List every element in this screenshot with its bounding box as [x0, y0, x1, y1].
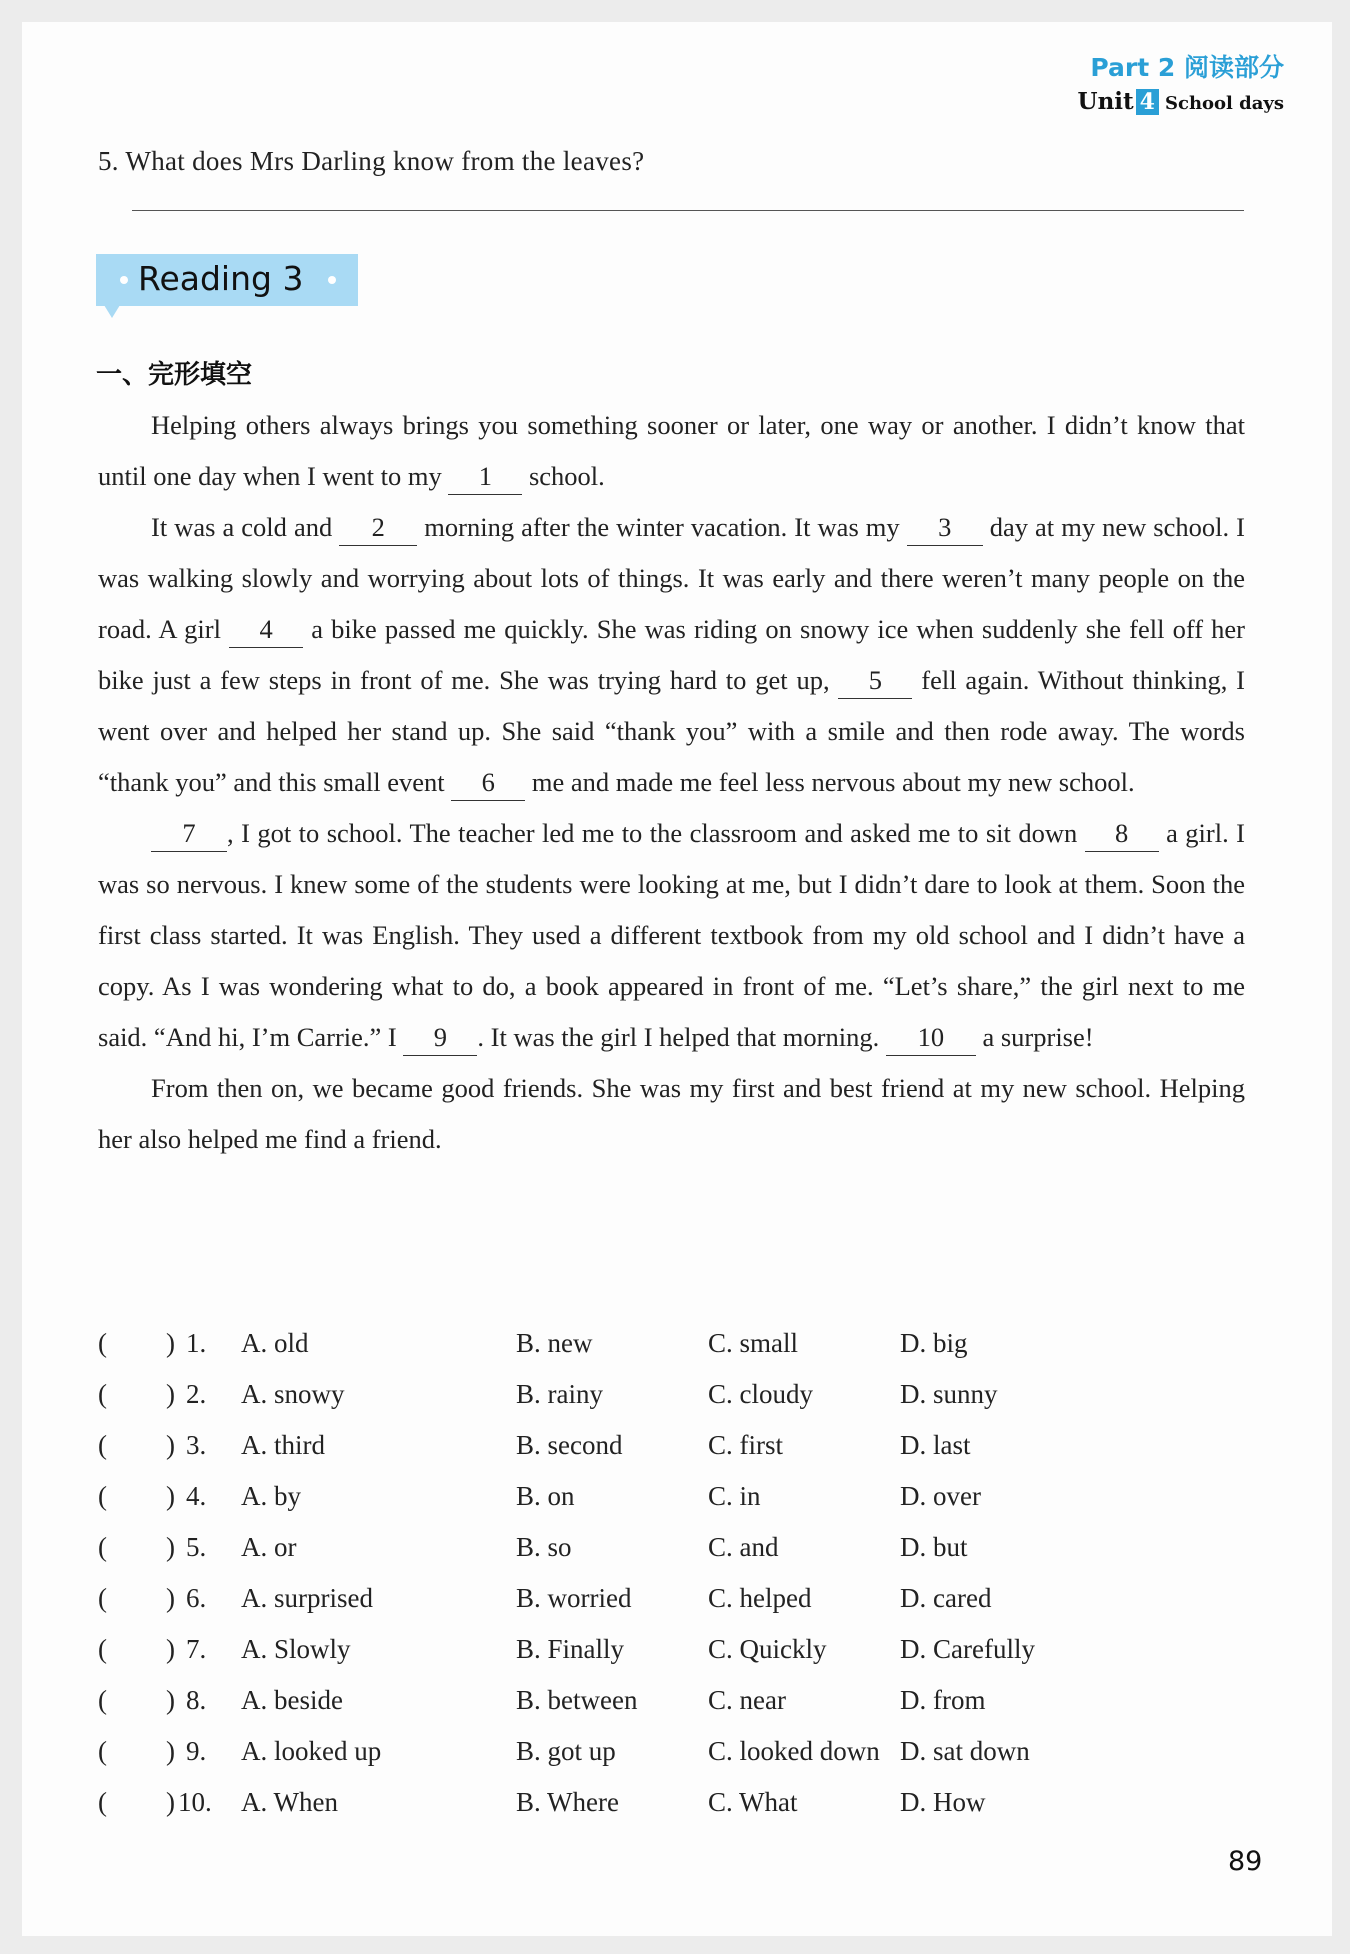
- answer-paren-open[interactable]: (: [98, 1532, 107, 1562]
- paragraph-3: [98, 808, 1245, 1063]
- text: a bike passed me quickly. She was riding on snowy ice when suddenly she fell off her bike just a few steps in front of me. She was trying hard to get up,: [98, 614, 1245, 695]
- option-row: [98, 1430, 1248, 1481]
- question-number: 9.: [186, 1736, 207, 1766]
- text: me and made me feel less nervous about my new school.: [525, 767, 1135, 797]
- option-a: A. snowy: [241, 1379, 345, 1409]
- unit-label: Unit: [1077, 88, 1134, 115]
- option-a: A. third: [241, 1430, 325, 1460]
- banner-dot-right-icon: [328, 276, 336, 284]
- answer-paren-open[interactable]: (: [98, 1787, 107, 1817]
- option-d: D. big: [900, 1328, 968, 1358]
- option-b: B. on: [516, 1481, 575, 1511]
- blank-1: 1: [448, 458, 522, 495]
- answer-paren-close: ): [166, 1532, 175, 1562]
- text: a girl. I was so nervous. I knew some of the students were looking at me, but I didn’t dare to look at them. Soon the first class started. It was English. They used a different textbook from my old school and I didn’t have a copy. As I was wondering what to do, a book appeared in front of me. “Let’s share,” the girl next to me said. “And hi, I’m Carrie.” I: [98, 818, 1246, 1052]
- blank-2: 2: [339, 509, 417, 546]
- part-header: [1090, 48, 1284, 84]
- option-a: A. looked up: [241, 1736, 382, 1766]
- passage: [98, 400, 1245, 1165]
- option-a: A. old: [241, 1328, 309, 1358]
- blank-7: 7: [151, 815, 227, 852]
- option-row: [98, 1685, 1248, 1736]
- answer-line[interactable]: [132, 210, 1244, 211]
- unit-header: [1078, 88, 1284, 115]
- answer-paren-close: ): [166, 1736, 175, 1766]
- option-d: D. from: [900, 1685, 986, 1715]
- option-row: [98, 1532, 1248, 1583]
- paragraph-2: [98, 502, 1245, 808]
- question-number: 2.: [186, 1379, 207, 1409]
- blank-9: 9: [403, 1019, 477, 1056]
- option-a: A. When: [241, 1787, 338, 1817]
- option-d: D. How: [900, 1787, 986, 1817]
- option-row: [98, 1328, 1248, 1379]
- banner-tail-icon: [104, 305, 120, 318]
- option-d: D. over: [900, 1481, 981, 1511]
- answer-paren-close: ): [166, 1787, 175, 1817]
- option-d: D. last: [900, 1430, 971, 1460]
- option-c: C. Quickly: [708, 1634, 827, 1664]
- question-number: 5.: [186, 1532, 207, 1562]
- reading-banner: [96, 254, 358, 306]
- answer-paren-close: ): [166, 1481, 175, 1511]
- options-list: [98, 1328, 1248, 1838]
- option-a: A. Slowly: [241, 1634, 351, 1664]
- blank-6: 6: [451, 764, 525, 801]
- option-c: C. cloudy: [708, 1379, 813, 1409]
- option-a: A. or: [241, 1532, 297, 1562]
- option-c: C. small: [708, 1328, 799, 1358]
- banner-title: Reading 3: [138, 259, 304, 298]
- answer-paren-open[interactable]: (: [98, 1430, 107, 1460]
- option-b: B. rainy: [516, 1379, 603, 1409]
- option-c: C. looked down: [708, 1736, 880, 1766]
- blank-8: 8: [1085, 815, 1159, 852]
- answer-paren-open[interactable]: (: [98, 1685, 107, 1715]
- text: It was a cold and: [151, 512, 340, 542]
- option-c: C. What: [708, 1787, 798, 1817]
- text: , I got to school. The teacher led me to the classroom and asked me to sit down: [227, 818, 1085, 848]
- question-number: 4.: [186, 1481, 207, 1511]
- option-c: C. helped: [708, 1583, 812, 1613]
- option-c: C. and: [708, 1532, 779, 1562]
- paragraph-1: [98, 400, 1245, 502]
- option-b: B. worried: [516, 1583, 632, 1613]
- option-d: D. sunny: [900, 1379, 998, 1409]
- unit-number-badge: 4: [1136, 89, 1159, 115]
- answer-paren-open[interactable]: (: [98, 1736, 107, 1766]
- text: day at my new school. I was walking slowly and worrying about lots of things. It was early and there weren’t many people on the road. A girl: [98, 512, 1245, 644]
- answer-paren-close: ): [166, 1685, 175, 1715]
- option-b: B. so: [516, 1532, 572, 1562]
- option-row: [98, 1634, 1248, 1685]
- option-b: B. Where: [516, 1787, 619, 1817]
- blank-10: 10: [886, 1019, 976, 1056]
- answer-paren-open[interactable]: (: [98, 1379, 107, 1409]
- option-b: B. Finally: [516, 1634, 625, 1664]
- question-number: 1.: [186, 1328, 207, 1358]
- option-d: D. but: [900, 1532, 968, 1562]
- text: a surprise!: [975, 1022, 1094, 1052]
- answer-paren-close: ): [166, 1379, 175, 1409]
- answer-paren-close: ): [166, 1328, 175, 1358]
- option-b: B. new: [516, 1328, 593, 1358]
- option-c: C. first: [708, 1430, 784, 1460]
- text: school.: [522, 461, 605, 491]
- answer-paren-close: ): [166, 1583, 175, 1613]
- answer-paren-close: ): [166, 1634, 175, 1664]
- blank-4: 4: [229, 611, 303, 648]
- option-row: [98, 1481, 1248, 1532]
- paragraph-4: From then on, we became good friends. She was my first and best friend at my new school. Helping her also helped me find a friend.: [98, 1073, 1245, 1154]
- option-row: [98, 1583, 1248, 1634]
- question-number: 6.: [186, 1583, 207, 1613]
- banner-dot-left-icon: [120, 276, 128, 284]
- page-number: 89: [1228, 1846, 1263, 1877]
- option-d: D. cared: [900, 1583, 992, 1613]
- option-a: A. by: [241, 1481, 301, 1511]
- question-number: 7.: [186, 1634, 207, 1664]
- option-c: C. in: [708, 1481, 761, 1511]
- part-title: 阅读部分: [1183, 53, 1284, 82]
- unit-title: School days: [1164, 93, 1284, 114]
- option-a: A. surprised: [241, 1583, 373, 1613]
- text: . It was the girl I helped that morning.: [477, 1022, 886, 1052]
- answer-paren-open[interactable]: (: [98, 1634, 107, 1664]
- option-b: B. got up: [516, 1736, 616, 1766]
- option-row: [98, 1379, 1248, 1430]
- option-a: A. beside: [241, 1685, 343, 1715]
- question-number: 10.: [178, 1787, 212, 1817]
- option-row: [98, 1736, 1248, 1787]
- option-b: B. second: [516, 1430, 623, 1460]
- blank-5: 5: [838, 662, 912, 699]
- answer-paren-open[interactable]: (: [98, 1328, 107, 1358]
- text: fell again. Without thinking, I went over and helped her stand up. She said “thank you” with a smile and then rode away. The words “thank you” and this small event: [98, 665, 1245, 797]
- option-row: [98, 1787, 1248, 1838]
- option-b: B. between: [516, 1685, 638, 1715]
- answer-paren-close: ): [166, 1430, 175, 1460]
- answer-paren-open[interactable]: (: [98, 1583, 107, 1613]
- answer-paren-open[interactable]: (: [98, 1481, 107, 1511]
- question-5: 5. What does Mrs Darling know from the leaves?: [98, 146, 645, 176]
- blank-3: 3: [907, 509, 983, 546]
- section-title: 一、完形填空: [96, 360, 253, 390]
- question-number: 3.: [186, 1430, 207, 1460]
- text: morning after the winter vacation. It was my: [417, 512, 907, 542]
- option-c: C. near: [708, 1685, 786, 1715]
- option-d: D. sat down: [900, 1736, 1030, 1766]
- part-label: Part 2: [1090, 53, 1176, 82]
- text: Helping others always brings you something sooner or later, one way or another. I didn’t know that until one day when I went to my: [98, 410, 1245, 491]
- question-number: 8.: [186, 1685, 207, 1715]
- option-d: D. Carefully: [900, 1634, 1035, 1664]
